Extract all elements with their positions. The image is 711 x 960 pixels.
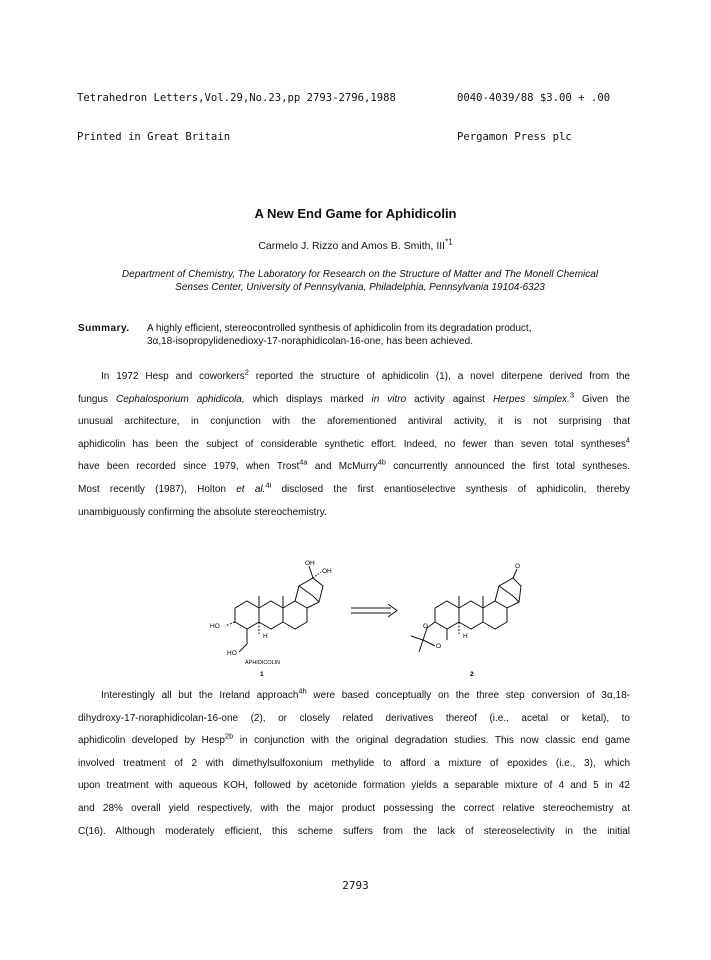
para1-line-2: fungus Cephalosporium aphidicola, which displays marked in vitro activity against Herpes simplex.$^3$ Given the — [78, 390, 630, 405]
author-names: Carmelo J. Rizzo and Amos B. Smith, III — [258, 240, 446, 252]
para2-line-1: Interestingly all but the Ireland approach$^{4h}$ were based conceptually on the three step conversion of 3α,18- — [101, 686, 631, 701]
oh-side-label: OH — [322, 568, 332, 575]
para2-line-3: aphidicolin developed by Hesp$^{2b}$ in conjunction with the original degradation studies. This now classic end game — [78, 731, 631, 747]
summary-line-2: 3α,18-isopropylidenedioxy-17-noraphidicolan-16-one, has been achieved. — [147, 335, 473, 347]
ketone-o-label: O — [515, 563, 521, 570]
h-label-1: H — [263, 633, 268, 640]
ring-o-label-1: O — [423, 623, 429, 630]
affiliation-line-1: Department of Chemistry, The Laboratory for Research on the Structure of Matter and The Monell Chemical — [121, 269, 599, 280]
article-title: A New End Game for Aphidicolin — [254, 206, 457, 221]
compound-1-number: 1 — [260, 671, 264, 678]
summary-line-1: A highly efficient, stereocontrolled synthesis of aphidicolin from its degradation product, — [147, 323, 532, 334]
author-footnote-mark: *1 — [445, 237, 453, 247]
second-paragraph — [78, 685, 630, 843]
retrosynthesis-arrow — [351, 604, 397, 617]
intro-paragraph — [78, 366, 630, 524]
publisher: Pergamon Press plc — [457, 131, 572, 143]
page-number: 2793 — [342, 879, 369, 892]
printed-in: Printed in Great Britain — [77, 131, 231, 143]
citation-line: Tetrahedron Letters,Vol.29,No.23,pp 2793-2796,1988 — [77, 92, 396, 104]
oh-top-label: OH — [305, 560, 315, 567]
structure-scheme — [195, 556, 525, 678]
para2-line-6: and 28% overall yield respectively, with the major product possessing the correct relative stereochemistry at — [78, 802, 630, 814]
affiliation-line-2: Senses Center, University of Pennsylvania, Philadelphia, Pennsylvania 19104-6323 — [175, 281, 545, 293]
para1-line-6: Most recently (1987), Holton et al.$^{4i}$ disclosed the first enantioselective synthesis of aphidicolin, thereby — [78, 480, 631, 495]
journal-header — [77, 66, 677, 157]
ring-o-label-2: O — [436, 643, 442, 650]
compound-1-name: APHIDICOLIN — [245, 660, 281, 666]
para2-line-2: dihydroxy-17-noraphidicolan-16-one (2), or closely related derivatives thereof (i.e., acetal or ketal), to — [78, 712, 630, 724]
compound-2-number: 2 — [470, 671, 474, 678]
para1-line-5: have been recorded since 1979, when Trost$^{4a}$ and McMurry$^{4b}$ concurrently announced the first total syntheses. — [78, 458, 631, 473]
para2-line-5: upon treatment with aqueous KOH, followed by acetonide formation yields a separable mixture of 4 and 5 in 42 — [78, 780, 630, 792]
ho-label-1: HO — [210, 623, 220, 630]
aphidicolin-structure — [225, 566, 323, 652]
para1-line-4: aphidicolin has been the subject of considerable synthetic effort. Indeed, no fewer than seven total syntheses$^4$ — [78, 435, 630, 450]
authors — [0, 237, 711, 252]
price-code: 0040-4039/88 $3.00 + .00 — [457, 92, 611, 104]
affiliation — [80, 269, 640, 294]
summary-label: Summary. — [78, 323, 130, 334]
para1-line-7: unambiguously confirming the absolute stereochemistry. — [78, 506, 327, 518]
h-label-2: H — [463, 633, 468, 640]
para2-line-4: involved treatment of 2 with dimethylsulfoxonium methylide to afford a mixture of epoxides (i.e., 3), which — [78, 757, 630, 769]
summary — [78, 323, 648, 348]
para1-line-3: unusual architecture, in conjunction with the aforementioned antiviral activity, it is not surprising that — [78, 416, 630, 428]
para2-line-7: C(16). Although moderately efficient, this scheme suffers from the lack of stereoselectivity in the initial — [78, 825, 630, 837]
para1-line-1: In 1972 Hesp and coworkers$^2$ reported the structure of aphidicolin (1), a novel diterpene derived from the — [101, 367, 630, 382]
ho-label-2: HO — [227, 650, 237, 657]
